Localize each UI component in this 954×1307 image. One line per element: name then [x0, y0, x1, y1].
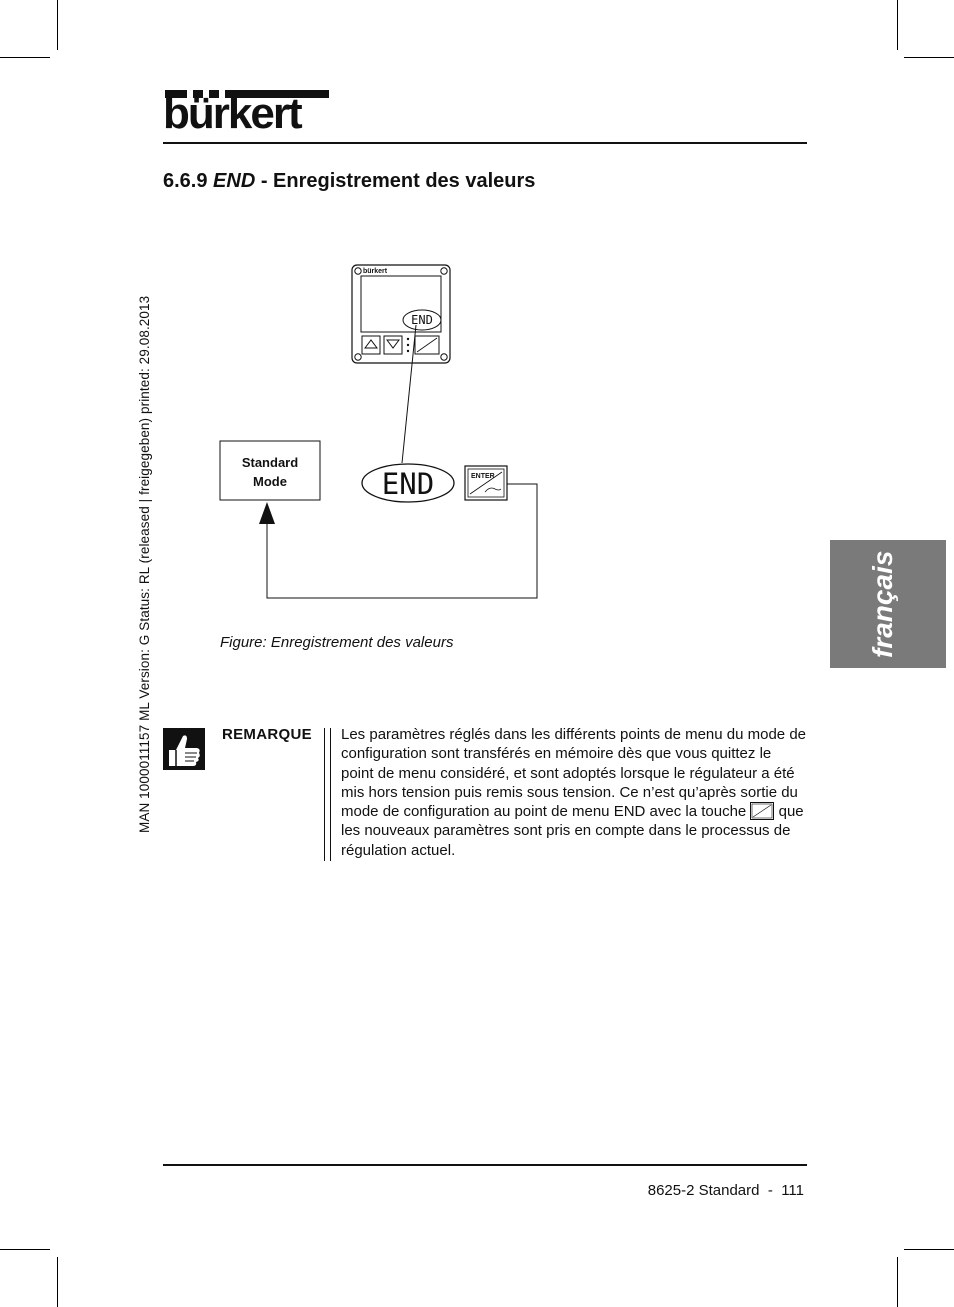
- crop-mark: [57, 1257, 58, 1307]
- footer-rule: [163, 1164, 807, 1166]
- device-brand: bürkert: [363, 268, 388, 275]
- box-line-1: Standard: [241, 455, 299, 470]
- crop-mark: [904, 1249, 954, 1250]
- footer-doc: 8625-2 Standard: [647, 1182, 760, 1199]
- document-side-info: MAN 1000011157 ML Version: G Status: RL (released | freigegeben) printed: 29.08.2013: [137, 295, 152, 833]
- box-line-2: Mode: [253, 474, 287, 489]
- section-keyword: END: [213, 170, 256, 192]
- page-number: 111: [781, 1182, 804, 1199]
- device-front: [352, 265, 450, 363]
- return-arrow-head: [259, 502, 275, 524]
- note-divider: [330, 728, 331, 861]
- figure-caption: Figure: Enregistrement des valeurs: [220, 634, 454, 651]
- language-tab: [830, 540, 946, 668]
- burkert-logo: [163, 90, 333, 138]
- note-divider: [324, 728, 325, 861]
- crop-mark: [0, 57, 50, 58]
- standard-mode-box: [220, 441, 320, 500]
- end-display: [362, 464, 454, 502]
- crop-mark: [57, 0, 58, 50]
- crop-mark: [897, 0, 898, 50]
- logo-wordmark: bürkert: [163, 89, 301, 138]
- device-display: END: [411, 313, 433, 327]
- note-text-end: que les nouveaux paramètres sont pris en compte dans le processus de régulation actuel.: [341, 803, 804, 859]
- section-title: - Enregistrement des valeurs: [260, 170, 536, 192]
- language-tab-label: français: [867, 550, 898, 658]
- footer: [648, 1182, 804, 1199]
- note-label: REMARQUE: [222, 726, 312, 743]
- enter-key-icon: [465, 466, 507, 500]
- flow-diagram: [215, 260, 545, 605]
- section-number: 6.6.9: [163, 170, 208, 192]
- crop-mark: [904, 57, 954, 58]
- section-heading: [163, 170, 535, 193]
- crop-mark: [0, 1249, 50, 1250]
- crop-mark: [897, 1257, 898, 1307]
- enter-key-label: ENTER: [471, 473, 495, 480]
- note-body: [341, 725, 807, 860]
- thumbs-up-icon: [163, 728, 205, 770]
- note-text-start: Les paramètres réglés dans les différents points de menu du mode de configuration sont transférés en mémoire dès que vous quittez le point de menu considéré, et sont adoptés lorsque le régulateur a été mis hors tension puis remis sous tension. Ce n’est qu’après sortie du mode de configuration au point de menu END avec la touche: [341, 726, 806, 821]
- header-rule: [163, 142, 807, 144]
- enter-key-inline-icon: [750, 802, 774, 820]
- footer-separator: -: [767, 1182, 773, 1199]
- end-display-text: END: [381, 467, 435, 501]
